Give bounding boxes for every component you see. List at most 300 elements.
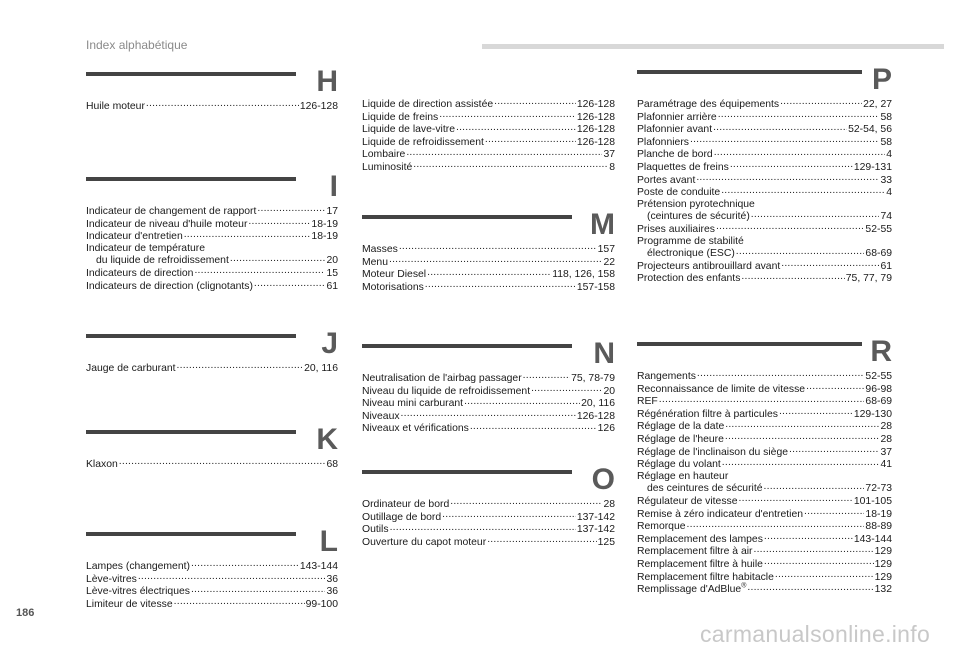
index-entry <box>637 223 892 236</box>
index-entry-term-text: Régénération filtre à particules <box>637 408 778 420</box>
index-entry-page: 20 <box>326 255 338 267</box>
dot-leader <box>780 98 862 107</box>
index-entry-page: 52-55 <box>865 371 892 382</box>
index-entry-page: 118, 126, 158 <box>552 269 615 281</box>
index-entry-term-text: Reconnaissance de limite de vitesse <box>637 383 806 395</box>
index-entry-page: 126-128 <box>576 136 615 148</box>
index-entry-page: 22 <box>603 256 615 268</box>
index-entry-term <box>637 509 803 521</box>
index-entry-term <box>362 269 426 281</box>
index-entry <box>637 210 892 223</box>
index-entry <box>637 458 892 471</box>
index-entry-term-text: Paramétrage des équipements <box>637 99 780 110</box>
index-entry <box>362 410 615 423</box>
index-entry-term <box>637 187 720 199</box>
index-entry-term <box>362 398 463 410</box>
index-entry <box>637 186 892 199</box>
index-entry-page: 52-55 <box>865 223 892 235</box>
index-entry-term <box>637 371 696 383</box>
index-entry-term <box>637 546 753 558</box>
index-entry-page: 143-144 <box>853 533 892 545</box>
index-entry-term-text: Réglage de la date <box>637 421 725 433</box>
index-entry-term <box>637 149 713 161</box>
index-entry-term-text: Motorisations <box>362 281 424 293</box>
index-entry-term-text: Luminosité <box>362 161 413 173</box>
index-entry <box>637 558 892 571</box>
index-entry <box>362 98 615 111</box>
section-letter: J <box>321 327 338 360</box>
index-entry <box>637 533 892 546</box>
index-entry <box>362 256 615 269</box>
index-entry-page: 37 <box>880 446 892 458</box>
dot-leader <box>659 395 865 404</box>
index-entry-term-text: Liquide de freins <box>362 111 439 123</box>
index-entry-term-text: Prétension pyrotechnique <box>637 198 755 210</box>
index-entry-page: 137-142 <box>576 511 615 523</box>
index-entry-term-text: Outillage de bord <box>362 511 442 523</box>
section-divider-line <box>362 215 572 219</box>
index-entry-term <box>362 162 412 174</box>
index-entry <box>637 571 892 584</box>
index-entry-term <box>86 255 229 267</box>
index-entry-term <box>362 124 455 136</box>
index-entry-term-text: Neutralisation de l'airbag passager <box>362 373 522 384</box>
index-entry-page: 28 <box>880 433 892 445</box>
index-entry-page: 68-69 <box>865 396 892 408</box>
index-entry-page: 33 <box>880 174 892 186</box>
index-entry <box>637 236 892 248</box>
index-entry <box>86 585 338 598</box>
index-section-p <box>637 63 892 285</box>
index-entry-term <box>637 162 729 174</box>
dot-leader <box>713 123 847 132</box>
index-entry <box>637 520 892 533</box>
index-entry-term-text: Remplacement filtre habitacle <box>637 571 774 583</box>
index-entry-term <box>637 434 724 446</box>
index-entry-page: 22, 27 <box>863 99 892 110</box>
index-entry-term-text: Remplissage d'AdBlue <box>637 584 742 596</box>
index-entry <box>637 420 892 433</box>
index-entry-page: 157-158 <box>576 281 615 293</box>
index-entry <box>362 498 615 511</box>
dot-leader <box>741 272 844 281</box>
index-entry-term <box>637 211 750 223</box>
index-entry-term-text: Réglage du volant <box>637 459 721 471</box>
dot-leader <box>456 123 576 132</box>
index-entry-page: 74 <box>880 211 892 223</box>
dot-leader <box>764 558 874 567</box>
index-entry-term-text: électronique (ESC) <box>647 248 735 260</box>
index-entry-term <box>362 257 388 269</box>
dot-leader <box>789 446 879 455</box>
index-entry-page: 137-142 <box>576 524 615 536</box>
index-entry-term <box>637 137 689 149</box>
index-entry-term-text: Remorque <box>637 521 686 533</box>
index-entry-term-text: Projecteurs antibrouillard avant <box>637 260 781 272</box>
index-entry-term <box>637 409 778 421</box>
index-entry <box>86 458 338 471</box>
index-entry-term-text: Masses <box>362 244 398 255</box>
index-entry-term <box>86 268 193 280</box>
index-entry-term-text: Programme de stabilité <box>637 235 744 247</box>
index-entry <box>362 243 615 256</box>
index-entry-term <box>86 599 173 611</box>
section-header <box>86 327 338 360</box>
index-entry-term <box>637 521 686 533</box>
index-entry-page: 20, 116 <box>581 398 615 410</box>
index-entry-page: 17 <box>326 206 338 217</box>
index-entry-page: 129 <box>874 558 892 570</box>
section-letter: H <box>316 65 338 98</box>
index-entry-term <box>86 206 256 218</box>
index-entry-term-text: Indicateur de changement de rapport <box>86 206 257 217</box>
index-entry-list <box>86 100 338 113</box>
index-entry <box>86 100 338 113</box>
dot-leader <box>494 98 576 107</box>
index-entry-page: 61 <box>880 260 892 272</box>
index-entry <box>637 395 892 408</box>
index-entry-term <box>637 572 774 584</box>
index-entry <box>637 508 892 521</box>
index-entry-page: 126-128 <box>299 101 338 112</box>
index-entry-page: 126-128 <box>576 99 615 110</box>
dot-leader <box>439 111 576 120</box>
index-entry-page: 4 <box>886 149 892 161</box>
index-entry-term-text: Huile moteur <box>86 101 145 112</box>
index-entry-page: 28 <box>603 499 615 510</box>
index-entry-list <box>86 560 338 610</box>
index-entry-term <box>86 561 190 573</box>
index-entry <box>362 281 615 294</box>
dot-leader <box>119 458 326 467</box>
index-entry-term <box>362 386 530 398</box>
section-header <box>362 337 615 370</box>
page-header-bar <box>482 44 944 49</box>
index-entry-page: 101-105 <box>853 495 892 507</box>
index-entry-term <box>637 584 746 596</box>
index-entry-term <box>86 231 183 243</box>
dot-leader <box>722 458 880 467</box>
index-entry-list <box>362 98 615 174</box>
index-entry-term <box>86 363 176 375</box>
dot-leader <box>775 571 874 580</box>
index-entry-term-text: Ordinateur de bord <box>362 499 450 510</box>
index-entry <box>637 495 892 508</box>
index-entry <box>86 205 338 218</box>
index-entry-term <box>637 459 721 471</box>
index-entry-term-text: Indicateurs de direction <box>86 267 194 279</box>
section-letter: M <box>590 208 615 241</box>
index-entry <box>637 583 892 596</box>
dot-leader <box>174 598 305 607</box>
index-entry-term-text: Outils <box>362 524 389 536</box>
index-entry-term-text: Rangements <box>637 371 696 382</box>
section-letter: I <box>329 170 338 203</box>
index-entry <box>362 422 615 435</box>
dot-leader <box>146 100 299 109</box>
dot-leader <box>747 583 873 592</box>
index-entry-term-text: Menu <box>362 256 388 268</box>
index-entry-term-text: Réglage de l'heure <box>637 433 724 445</box>
index-entry-page: 126-128 <box>576 410 615 422</box>
dot-leader <box>254 280 326 289</box>
dot-leader <box>730 161 853 170</box>
section-letter: K <box>316 423 338 456</box>
dot-leader <box>714 148 886 157</box>
dot-leader <box>754 545 874 554</box>
index-entry-term-text: Indicateur de température <box>86 242 205 254</box>
index-section-l <box>86 525 338 610</box>
dot-leader <box>177 362 304 371</box>
index-entry-term-text: Réglage en hauteur <box>637 470 729 482</box>
index-entry-term <box>362 244 398 256</box>
index-entry <box>362 523 615 536</box>
dot-leader <box>736 247 865 256</box>
index-section-r <box>637 335 892 596</box>
index-entry-term <box>637 559 763 571</box>
index-entry-term-text: Niveau du liquide de refroidissement <box>362 385 531 397</box>
index-entry-term <box>637 396 658 408</box>
index-entry <box>637 199 892 211</box>
dot-leader <box>687 520 865 529</box>
dot-leader <box>764 482 865 491</box>
index-entry-page: 75, 77, 79 <box>845 273 892 285</box>
section-header <box>637 63 892 96</box>
dot-leader <box>194 267 325 276</box>
index-entry-page: 36 <box>326 586 338 598</box>
index-entry-term-text: Liquide de refroidissement <box>362 136 484 148</box>
index-section-h <box>86 65 338 113</box>
index-entry-page: 99-100 <box>305 598 338 610</box>
index-entry-term <box>86 219 247 231</box>
index-entry-term-text: Moteur Diesel <box>362 269 427 281</box>
index-entry-term-text: Prises auxiliaires <box>637 223 715 235</box>
index-entry-term-text: Limiteur de vitesse <box>86 598 173 610</box>
index-entry-term <box>362 537 486 549</box>
index-entry-term <box>86 459 118 471</box>
index-entry <box>86 560 338 573</box>
index-entry <box>637 272 892 285</box>
index-entry <box>86 280 338 293</box>
section-header <box>362 208 615 241</box>
dot-leader <box>191 560 299 569</box>
index-entry <box>637 161 892 174</box>
section-header <box>86 423 338 456</box>
index-entry-term <box>362 499 449 511</box>
index-entry-list <box>86 205 338 292</box>
dot-leader <box>425 281 576 290</box>
index-entry-term <box>637 236 744 248</box>
index-entry-term-text: Lève-vitres électriques <box>86 586 190 598</box>
index-entry-page: 129-130 <box>853 408 892 420</box>
index-entry-page: 20 <box>603 385 615 397</box>
index-entry-term <box>637 483 763 495</box>
index-entry <box>362 161 615 174</box>
index-entry-term <box>86 574 137 586</box>
index-entry-term <box>362 149 405 161</box>
dot-leader <box>389 256 602 265</box>
index-entry-list <box>86 458 338 471</box>
section-header <box>86 525 338 558</box>
dot-leader <box>487 536 596 545</box>
index-entry-term <box>362 411 400 423</box>
index-entry-page: 58 <box>880 111 892 123</box>
index-entry <box>637 482 892 495</box>
index-entry-term-text: Portes avant <box>637 174 696 186</box>
index-entry-page: 129 <box>874 571 892 583</box>
section-letter: L <box>319 525 338 558</box>
section-header <box>86 170 338 203</box>
index-entry-term <box>637 124 712 136</box>
dot-leader <box>390 523 576 532</box>
index-entry-term-text: Lampes (changement) <box>86 561 190 572</box>
index-entry-page: 129 <box>874 546 892 558</box>
section-divider-line <box>637 342 862 346</box>
index-entry-list <box>362 243 615 293</box>
index-entry-term-text: Liquide de direction assistée <box>362 99 494 110</box>
index-entry <box>86 267 338 280</box>
index-entry-term-text: REF <box>637 396 658 408</box>
page-number: 186 <box>16 607 35 619</box>
index-entry-term-text: (ceintures de sécurité) <box>647 211 750 223</box>
section-divider-line <box>86 430 296 434</box>
index-entry <box>637 433 892 446</box>
index-entry-term <box>362 99 493 111</box>
index-entry-term <box>637 273 740 285</box>
index-entry <box>86 598 338 611</box>
index-section-j <box>86 327 338 375</box>
index-entry-page: 58 <box>880 136 892 148</box>
dot-leader <box>450 498 602 507</box>
index-entry-term-text: Niveaux <box>362 410 400 422</box>
index-entry-page: 20, 116 <box>304 363 338 374</box>
index-entry-page: 132 <box>874 584 892 596</box>
index-entry-page: 28 <box>880 421 892 433</box>
index-entry-term-text: Ouverture du capot moteur <box>362 536 487 548</box>
dot-leader <box>427 268 551 277</box>
index-entry-term-text: Plafonnier arrière <box>637 111 717 123</box>
section-letter: O <box>591 463 615 496</box>
index-entry-term <box>637 384 805 396</box>
index-entry <box>86 573 338 586</box>
index-section-m <box>362 208 615 293</box>
section-header <box>637 335 892 368</box>
index-section-o <box>362 463 615 548</box>
index-entry-term-text: Niveaux et vérifications <box>362 423 469 435</box>
dot-leader <box>781 260 879 269</box>
index-entry <box>637 123 892 136</box>
index-entry-term-text: Plafonniers <box>637 136 689 148</box>
section-divider-line <box>637 70 862 74</box>
index-entry-term-text: Poste de conduite <box>637 187 721 199</box>
section-divider-line <box>362 470 572 474</box>
index-entry-term <box>637 447 788 459</box>
index-entry-page: 18-19 <box>311 231 338 243</box>
index-entry-term-text: Régulateur de vitesse <box>637 495 738 507</box>
index-entry-term <box>362 282 424 294</box>
index-entry <box>362 385 615 398</box>
index-entry-term-text: Réglage de l'inclinaison du siège <box>637 446 789 458</box>
index-entry-term-text: du liquide de refroidissement <box>96 255 229 267</box>
index-entry-list <box>362 372 615 435</box>
index-section-n <box>362 337 615 435</box>
index-entry <box>362 511 615 524</box>
section-letter: R <box>870 335 892 368</box>
index-entry-term <box>362 524 389 536</box>
index-entry-page: 75, 78-79 <box>571 373 615 384</box>
dot-leader <box>406 148 602 157</box>
index-entry-term-text: Planche de bord <box>637 149 713 161</box>
index-entry-list <box>637 98 892 285</box>
index-entry <box>637 545 892 558</box>
index-entry <box>362 536 615 549</box>
index-entry-page: 129-131 <box>853 161 892 173</box>
section-header <box>362 463 615 496</box>
index-section-k <box>86 423 338 471</box>
index-entry <box>637 471 892 483</box>
index-entry <box>637 247 892 260</box>
index-entry-term <box>86 243 205 255</box>
index-entry-term <box>362 423 469 435</box>
index-entry-term-text: Liquide de lave-vitre <box>362 124 455 136</box>
index-entry-term-text: Remplacement filtre à huile <box>637 558 763 570</box>
index-entry-page: 52-54, 56 <box>848 124 892 136</box>
index-entry-term-text: Indicateurs de direction (clignotants) <box>86 280 253 292</box>
index-entry-term <box>362 112 438 124</box>
dot-leader <box>718 111 880 120</box>
index-entry-page: 96-98 <box>865 383 892 395</box>
index-entry-term <box>637 534 763 546</box>
index-entry-list <box>362 498 615 548</box>
index-section-continued <box>362 96 615 174</box>
dot-leader <box>751 210 880 219</box>
index-entry-term <box>637 421 724 433</box>
index-entry-page: 126-128 <box>576 111 615 123</box>
index-entry-page: 126 <box>597 423 615 435</box>
index-entry <box>86 218 338 231</box>
index-entry <box>362 148 615 161</box>
index-entry-page: 18-19 <box>311 218 338 230</box>
index-entry-page: 68 <box>326 459 338 470</box>
registered-mark: ® <box>741 582 747 590</box>
dot-leader <box>470 422 597 431</box>
index-entry-term <box>637 496 738 508</box>
index-entry-term-text: Plaquettes de freins <box>637 161 729 173</box>
dot-leader <box>399 243 597 252</box>
index-entry-term-text: Lève-vitres <box>86 573 137 585</box>
index-entry-term <box>362 512 441 524</box>
index-entry-term <box>86 281 253 293</box>
index-entry-term <box>362 373 522 385</box>
index-entry-term <box>637 99 779 111</box>
index-entry-list <box>86 362 338 375</box>
section-divider-line <box>86 177 296 181</box>
dot-leader <box>464 397 580 406</box>
index-entry <box>637 446 892 459</box>
page-header-title: Index alphabétique <box>86 38 188 52</box>
index-entry-term-text: Plafonnier avant <box>637 124 713 136</box>
index-entry-term-text: Remplacement filtre à air <box>637 546 753 558</box>
index-entry-term <box>86 101 145 113</box>
index-entry-page: 126-128 <box>576 124 615 136</box>
index-entry-term-text: Indicateur de niveau d'huile moteur <box>86 218 248 230</box>
index-entry-page: 41 <box>880 459 892 471</box>
index-entry <box>362 372 615 385</box>
index-entry-term <box>86 586 190 598</box>
index-entry-page: 4 <box>886 187 892 199</box>
index-entry <box>86 230 338 243</box>
dot-leader <box>230 254 326 263</box>
